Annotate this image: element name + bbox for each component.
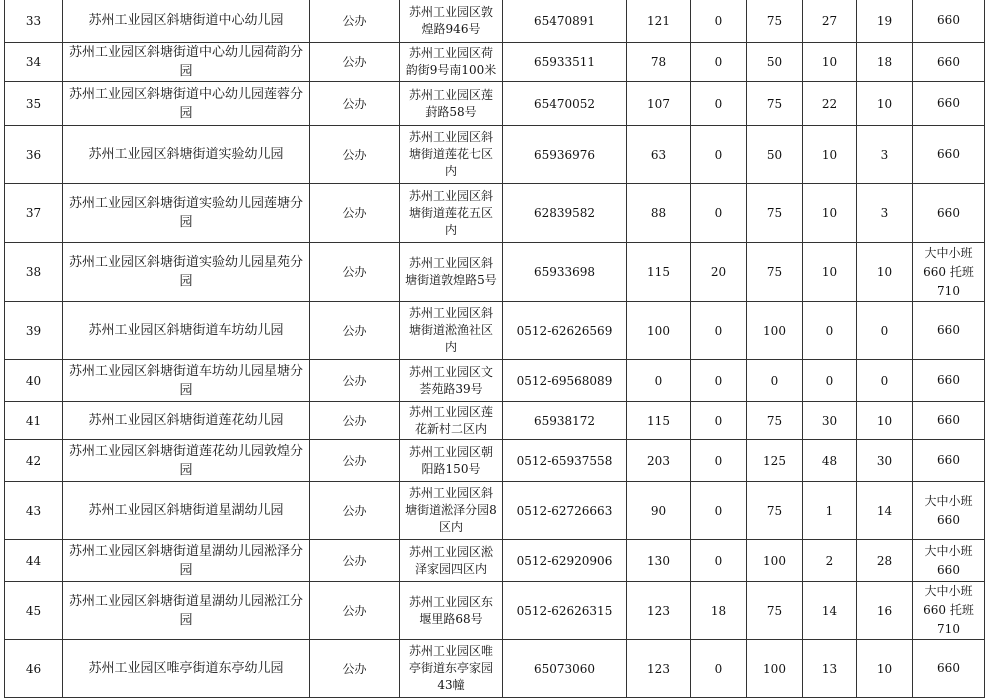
phone-number: 65933698 [503,243,627,302]
row-number: 33 [5,0,63,43]
ownership-type: 公办 [310,302,400,360]
table-row [5,0,985,43]
count-col-2: 0 [691,302,747,360]
row-number: 42 [5,440,63,482]
count-col-3: 100 [747,640,803,698]
count-col-1: 123 [627,640,691,698]
count-col-4: 2 [803,540,857,582]
kindergarten-name: 苏州工业园区斜塘街道莲花幼儿园敦煌分园 [63,440,310,482]
phone-number: 65936976 [503,126,627,184]
fee: 大中小班660 托班710 [913,243,985,302]
count-col-2: 20 [691,243,747,302]
table-row [5,243,985,302]
count-col-3: 75 [747,0,803,43]
kindergarten-name: 苏州工业园区唯亭街道东亭幼儿园 [63,640,310,698]
count-col-1: 63 [627,126,691,184]
table-row [5,540,985,582]
count-col-4: 0 [803,302,857,360]
ownership-type: 公办 [310,184,400,243]
address: 苏州工业园区东堰里路68号 [400,582,503,640]
kindergarten-name: 苏州工业园区斜塘街道星湖幼儿园 [63,482,310,540]
fee: 660 [913,184,985,243]
count-col-2: 0 [691,82,747,126]
ownership-type: 公办 [310,482,400,540]
count-col-2: 0 [691,0,747,43]
table-row [5,126,985,184]
count-col-1: 90 [627,482,691,540]
count-col-3: 100 [747,540,803,582]
count-col-1: 88 [627,184,691,243]
ownership-type: 公办 [310,640,400,698]
fee: 660 [913,640,985,698]
fee: 660 [913,402,985,440]
row-number: 41 [5,402,63,440]
kindergarten-name: 苏州工业园区斜塘街道中心幼儿园莲蓉分园 [63,82,310,126]
count-col-1: 107 [627,82,691,126]
count-col-4: 22 [803,82,857,126]
row-number: 45 [5,582,63,640]
count-col-5: 0 [857,302,913,360]
row-number: 38 [5,243,63,302]
count-col-5: 10 [857,243,913,302]
count-col-5: 10 [857,402,913,440]
count-col-1: 121 [627,0,691,43]
table-row [5,184,985,243]
table-row [5,43,985,82]
ownership-type: 公办 [310,0,400,43]
count-col-1: 115 [627,243,691,302]
row-number: 34 [5,43,63,82]
fee: 660 [913,43,985,82]
phone-number: 62839582 [503,184,627,243]
row-number: 46 [5,640,63,698]
count-col-5: 3 [857,184,913,243]
count-col-2: 0 [691,540,747,582]
table-row [5,360,985,402]
count-col-1: 123 [627,582,691,640]
address: 苏州工业园区文荟苑路39号 [400,360,503,402]
count-col-2: 18 [691,582,747,640]
table-row [5,582,985,640]
row-number: 36 [5,126,63,184]
fee: 大中小班660 [913,540,985,582]
table-row [5,82,985,126]
count-col-3: 75 [747,482,803,540]
kindergarten-name: 苏州工业园区斜塘街道实验幼儿园莲塘分园 [63,184,310,243]
ownership-type: 公办 [310,360,400,402]
count-col-5: 3 [857,126,913,184]
row-number: 35 [5,82,63,126]
row-number: 37 [5,184,63,243]
count-col-2: 0 [691,184,747,243]
kindergarten-name: 苏州工业园区斜塘街道中心幼儿园 [63,0,310,43]
count-col-3: 50 [747,126,803,184]
count-col-4: 30 [803,402,857,440]
kindergarten-name: 苏州工业园区斜塘街道星湖幼儿园淞泽分园 [63,540,310,582]
count-col-2: 0 [691,360,747,402]
address: 苏州工业园区斜塘街道敦煌路5号 [400,243,503,302]
kindergarten-name: 苏州工业园区斜塘街道车坊幼儿园 [63,302,310,360]
count-col-1: 0 [627,360,691,402]
address: 苏州工业园区莲花新村二区内 [400,402,503,440]
count-col-1: 78 [627,43,691,82]
count-col-1: 203 [627,440,691,482]
address: 苏州工业园区斜塘街道莲花七区内 [400,126,503,184]
fee: 大中小班660 托班710 [913,582,985,640]
phone-number: 65938172 [503,402,627,440]
count-col-5: 18 [857,43,913,82]
fee: 660 [913,302,985,360]
count-col-1: 130 [627,540,691,582]
count-col-3: 0 [747,360,803,402]
count-col-3: 75 [747,184,803,243]
ownership-type: 公办 [310,540,400,582]
count-col-4: 48 [803,440,857,482]
ownership-type: 公办 [310,82,400,126]
table-row [5,402,985,440]
count-col-2: 0 [691,440,747,482]
ownership-type: 公办 [310,243,400,302]
count-col-3: 50 [747,43,803,82]
phone-number: 0512-62626569 [503,302,627,360]
ownership-type: 公办 [310,126,400,184]
fee: 660 [913,440,985,482]
phone-number: 0512-62920906 [503,540,627,582]
count-col-4: 10 [803,126,857,184]
count-col-3: 75 [747,243,803,302]
address: 苏州工业园区斜塘街道淞渔社区内 [400,302,503,360]
count-col-5: 10 [857,82,913,126]
fee: 660 [913,126,985,184]
count-col-2: 0 [691,43,747,82]
row-number: 44 [5,540,63,582]
kindergarten-name: 苏州工业园区斜塘街道实验幼儿园 [63,126,310,184]
table-row [5,440,985,482]
phone-number: 65073060 [503,640,627,698]
address: 苏州工业园区敦煌路946号 [400,0,503,43]
kindergarten-name: 苏州工业园区斜塘街道中心幼儿园荷韵分园 [63,43,310,82]
table-body [5,0,985,698]
count-col-4: 13 [803,640,857,698]
address: 苏州工业园区朝阳路150号 [400,440,503,482]
count-col-5: 10 [857,640,913,698]
count-col-3: 75 [747,402,803,440]
address: 苏州工业园区荷韵街9号南100米 [400,43,503,82]
ownership-type: 公办 [310,582,400,640]
kindergarten-name: 苏州工业园区斜塘街道车坊幼儿园星塘分园 [63,360,310,402]
ownership-type: 公办 [310,440,400,482]
row-number: 40 [5,360,63,402]
table-row [5,640,985,698]
address: 苏州工业园区莲葑路58号 [400,82,503,126]
count-col-5: 28 [857,540,913,582]
table-row [5,482,985,540]
fee: 大中小班660 [913,482,985,540]
fee: 660 [913,0,985,43]
phone-number: 65933511 [503,43,627,82]
phone-number: 0512-62726663 [503,482,627,540]
count-col-1: 115 [627,402,691,440]
kindergarten-table [4,0,985,698]
ownership-type: 公办 [310,43,400,82]
count-col-4: 27 [803,0,857,43]
count-col-4: 10 [803,43,857,82]
address: 苏州工业园区斜塘街道莲花五区内 [400,184,503,243]
count-col-5: 19 [857,0,913,43]
kindergarten-name: 苏州工业园区斜塘街道莲花幼儿园 [63,402,310,440]
count-col-3: 100 [747,302,803,360]
fee: 660 [913,360,985,402]
phone-number: 0512-62626315 [503,582,627,640]
phone-number: 65470052 [503,82,627,126]
count-col-2: 0 [691,640,747,698]
count-col-3: 75 [747,582,803,640]
fee: 660 [913,82,985,126]
address: 苏州工业园区淞泽家园四区内 [400,540,503,582]
count-col-4: 10 [803,243,857,302]
address: 苏州工业园区唯亭街道东亭家园43幢 [400,640,503,698]
count-col-5: 14 [857,482,913,540]
address: 苏州工业园区斜塘街道淞泽分园8区内 [400,482,503,540]
phone-number: 0512-65937558 [503,440,627,482]
phone-number: 0512-69568089 [503,360,627,402]
count-col-2: 0 [691,402,747,440]
row-number: 43 [5,482,63,540]
count-col-3: 75 [747,82,803,126]
count-col-5: 0 [857,360,913,402]
count-col-1: 100 [627,302,691,360]
count-col-2: 0 [691,126,747,184]
count-col-3: 125 [747,440,803,482]
count-col-5: 30 [857,440,913,482]
ownership-type: 公办 [310,402,400,440]
kindergarten-name: 苏州工业园区斜塘街道实验幼儿园星苑分园 [63,243,310,302]
kindergarten-name: 苏州工业园区斜塘街道星湖幼儿园淞江分园 [63,582,310,640]
count-col-4: 0 [803,360,857,402]
count-col-4: 1 [803,482,857,540]
count-col-5: 16 [857,582,913,640]
count-col-4: 10 [803,184,857,243]
row-number: 39 [5,302,63,360]
count-col-4: 14 [803,582,857,640]
count-col-2: 0 [691,482,747,540]
table-row [5,302,985,360]
phone-number: 65470891 [503,0,627,43]
